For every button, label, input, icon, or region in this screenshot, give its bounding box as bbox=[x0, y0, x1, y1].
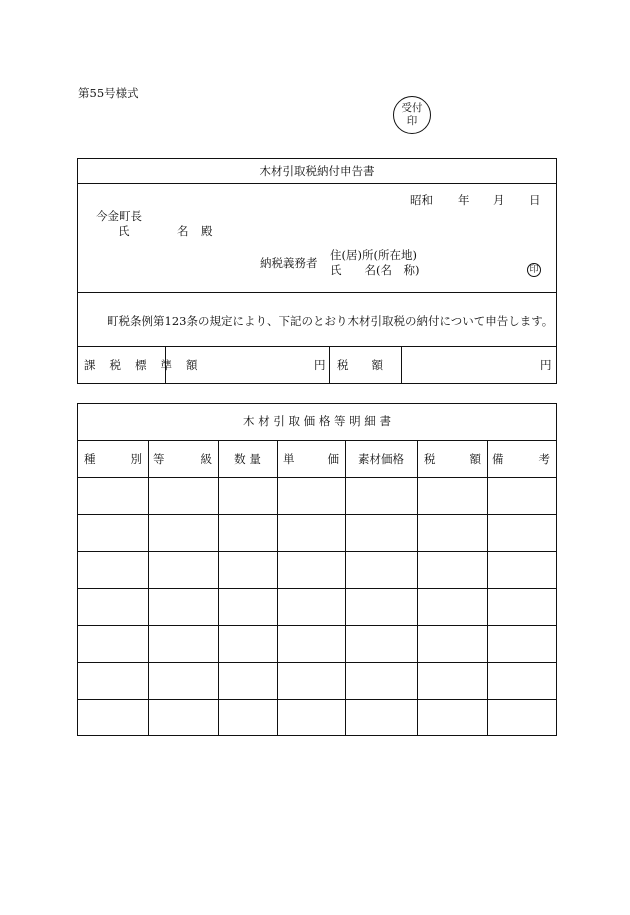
detail-title: 木 材 引 取 価 格 等 明 細 書 bbox=[243, 414, 391, 428]
column-header-type-char1: 種 bbox=[84, 452, 96, 466]
column-header-remarks-char2: 考 bbox=[538, 452, 550, 466]
detail-row-divider bbox=[77, 662, 557, 663]
taxpayer-name-label: 氏 名(名 称) bbox=[330, 263, 420, 277]
column-header-type bbox=[84, 452, 142, 466]
recipient-name-suffix: 名 bbox=[177, 224, 189, 238]
declaration-title: 木材引取税納付申告書 bbox=[259, 164, 375, 178]
column-header-grade-char2: 級 bbox=[200, 452, 212, 466]
detail-row-divider bbox=[77, 514, 557, 515]
detail-column-divider bbox=[487, 440, 488, 736]
column-header-tax bbox=[424, 452, 481, 466]
receipt-stamp-line2: 印 bbox=[406, 115, 418, 127]
date-day: 日 bbox=[529, 193, 541, 207]
column-header-unit-price-char1: 単 bbox=[283, 452, 295, 466]
date-era: 昭和 bbox=[410, 193, 433, 207]
tax-amount-label-divider bbox=[401, 346, 402, 384]
declaration-form bbox=[77, 158, 557, 384]
tax-amount-divider bbox=[329, 346, 330, 384]
taxpayer-label: 納税義務者 bbox=[260, 256, 318, 270]
recipient-honorific: 殿 bbox=[201, 224, 213, 238]
tax-base-label: 課 税 標 準 額 bbox=[84, 358, 203, 372]
body-divider bbox=[77, 292, 557, 293]
recipient-name-prefix: 氏 bbox=[118, 224, 130, 238]
receipt-stamp-line1: 受付 bbox=[401, 102, 423, 114]
declaration-statement: 町税条例第123条の規定により、下記のとおり木材引取税の納付について申告します。 bbox=[107, 314, 554, 328]
detail-row-divider bbox=[77, 551, 557, 552]
detail-header-divider bbox=[77, 477, 557, 478]
column-header-quantity: 数 量 bbox=[234, 452, 261, 466]
tax-base-unit: 円 bbox=[314, 358, 326, 372]
column-header-unit-price-char2: 価 bbox=[327, 452, 339, 466]
detail-column-divider bbox=[345, 440, 346, 736]
tax-amount-unit: 円 bbox=[540, 358, 552, 372]
column-header-tax-char2: 額 bbox=[469, 452, 481, 466]
receipt-stamp bbox=[393, 96, 431, 134]
tax-amount-label: 税 額 bbox=[337, 358, 383, 372]
date-year: 年 bbox=[458, 193, 470, 207]
detail-column-divider bbox=[417, 440, 418, 736]
detail-column-divider bbox=[277, 440, 278, 736]
column-header-unit-price bbox=[283, 452, 339, 466]
recipient-office: 今金町長 bbox=[96, 209, 142, 223]
column-header-grade bbox=[153, 452, 212, 466]
taxpayer-seal-mark: 印 bbox=[527, 263, 541, 277]
date-month: 月 bbox=[493, 193, 505, 207]
column-header-material-price: 素材価格 bbox=[358, 452, 404, 466]
column-header-grade-char1: 等 bbox=[153, 452, 165, 466]
column-header-tax-char1: 税 bbox=[424, 452, 436, 466]
statement-divider bbox=[77, 346, 557, 347]
form-number: 第55号様式 bbox=[78, 86, 139, 100]
taxpayer-address-label: 住(居)所(所在地) bbox=[330, 248, 417, 262]
detail-column-divider bbox=[218, 440, 219, 736]
detail-title-divider bbox=[77, 440, 557, 441]
column-header-remarks bbox=[492, 452, 550, 466]
detail-column-divider bbox=[148, 440, 149, 736]
column-header-remarks-char1: 備 bbox=[492, 452, 504, 466]
detail-row-divider bbox=[77, 625, 557, 626]
title-divider bbox=[77, 183, 557, 184]
detail-row-divider bbox=[77, 588, 557, 589]
detail-row-divider bbox=[77, 699, 557, 700]
column-header-type-char2: 別 bbox=[130, 452, 142, 466]
